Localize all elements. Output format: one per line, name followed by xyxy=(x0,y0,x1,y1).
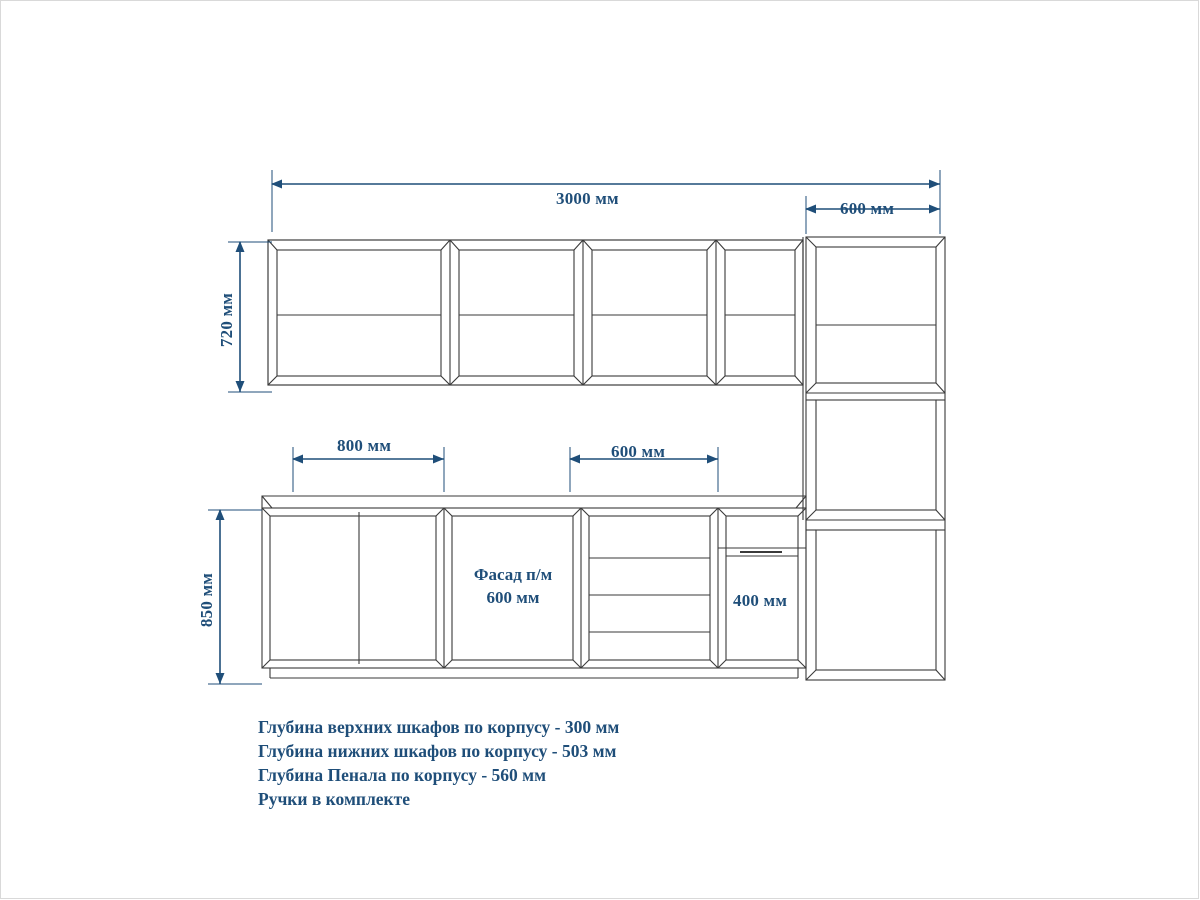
note-handles-included: Ручки в комплекте xyxy=(258,789,410,809)
note-upper-depth: Глубина верхних шкафов по корпусу - 300 мм xyxy=(258,717,620,737)
dimension-label-lower-height: 850 мм xyxy=(197,572,216,628)
dimension-label-drawer-400: 400 мм xyxy=(733,591,788,610)
dimension-label-base-600: 600 мм xyxy=(611,442,666,461)
facade-label-line1: Фасад п/м xyxy=(473,565,553,584)
countertop-group xyxy=(262,496,806,508)
dimension-label-base-800: 800 мм xyxy=(337,436,392,455)
dimension-label-total-width: 3000 мм xyxy=(556,189,619,208)
upper-cabinets-group xyxy=(268,240,803,385)
facade-label-line2: 600 мм xyxy=(486,588,540,607)
note-lower-depth: Глубина нижних шкафов по корпусу - 503 мм xyxy=(258,741,617,761)
tall-pencil-unit-group xyxy=(806,237,945,680)
dimension-label-upper-height: 720 мм xyxy=(217,292,236,348)
note-pencil-depth: Глубина Пенала по корпусу - 560 мм xyxy=(258,765,547,785)
dimension-label-pencil-width: 600 мм xyxy=(840,199,895,218)
